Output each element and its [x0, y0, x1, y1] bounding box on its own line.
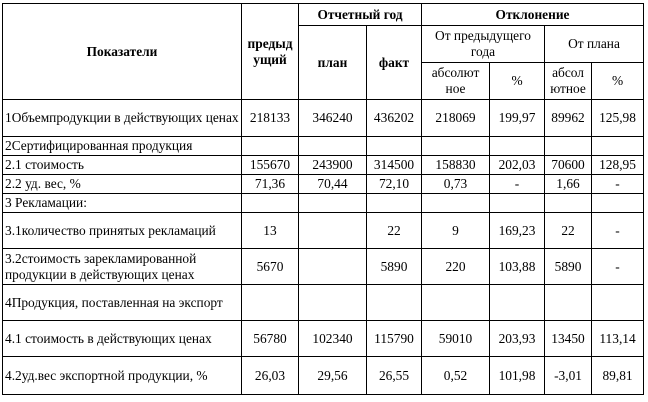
cell-absolute-plan: 89962 [545, 100, 592, 137]
cell-absolute-prev: 59010 [422, 321, 490, 357]
cell-absolute-prev: 0,73 [422, 175, 490, 194]
row-label: 4Продукция, поставленная на экспорт [3, 285, 242, 321]
cell-plan [299, 249, 367, 285]
cell-fact: 72,10 [367, 175, 422, 194]
row-label: 4.2уд.вес экспортной продукции, % [3, 357, 242, 395]
header-absolute-prev: абсолют ное [422, 63, 490, 100]
cell-percent-plan: - [592, 213, 644, 249]
header-indicators: Показатели [3, 4, 242, 100]
header-absolute-plan: абсол ютное [545, 63, 592, 100]
cell-previous: 56780 [242, 321, 299, 357]
cell-plan: 346240 [299, 100, 367, 137]
cell-previous: 26,03 [242, 357, 299, 395]
cell-plan: 102340 [299, 321, 367, 357]
cell-absolute-prev: 220 [422, 249, 490, 285]
header-row-1 [3, 4, 644, 26]
cell-percent-prev: 202,03 [490, 156, 545, 175]
table-row [3, 321, 644, 357]
cell-absolute-plan: 70600 [545, 156, 592, 175]
cell-absolute-prev: 0,52 [422, 357, 490, 395]
cell-percent-prev: 169,23 [490, 213, 545, 249]
header-plan: план [299, 26, 367, 100]
cell-absolute-plan: 5890 [545, 249, 592, 285]
table-row [3, 357, 644, 395]
cell-plan [299, 213, 367, 249]
header-percent-prev: % [490, 63, 545, 100]
table-row [3, 194, 644, 213]
row-label: 3 Рекламации: [3, 194, 242, 213]
cell-plan: 243900 [299, 156, 367, 175]
row-label: 4.1 стоимость в действующих ценах [3, 321, 242, 357]
header-previous: предыд ущий [242, 4, 299, 100]
table-row [3, 137, 644, 156]
cell-fact: 436202 [367, 100, 422, 137]
cell-percent-prev: 101,98 [490, 357, 545, 395]
cell-fact: 115790 [367, 321, 422, 357]
cell-previous: 218133 [242, 100, 299, 137]
cell-percent-plan: - [592, 175, 644, 194]
cell-percent-plan: 125,98 [592, 100, 644, 137]
cell-fact: 22 [367, 213, 422, 249]
cell-percent-prev: 199,97 [490, 100, 545, 137]
cell-percent-plan: 89,81 [592, 357, 644, 395]
table-row [3, 175, 644, 194]
row-label: 2.1 стоимость [3, 156, 242, 175]
row-label: 2.2 уд. вес, % [3, 175, 242, 194]
cell-previous: 5670 [242, 249, 299, 285]
cell-absolute-plan: -3,01 [545, 357, 592, 395]
header-deviation: Отклонение [422, 4, 644, 26]
header-fact: факт [367, 26, 422, 100]
cell-previous: 155670 [242, 156, 299, 175]
cell-percent-prev: 203,93 [490, 321, 545, 357]
cell-percent-plan: - [592, 249, 644, 285]
header-from-plan: От плана [545, 26, 644, 63]
cell-previous: 13 [242, 213, 299, 249]
cell-absolute-plan: 13450 [545, 321, 592, 357]
cell-percent-prev: - [490, 175, 545, 194]
cell-fact: 314500 [367, 156, 422, 175]
cell-absolute-plan: 22 [545, 213, 592, 249]
cell-absolute-prev: 218069 [422, 100, 490, 137]
table-row [3, 213, 644, 249]
indicators-table [2, 3, 644, 395]
table-row [3, 156, 644, 175]
cell-absolute-prev: 158830 [422, 156, 490, 175]
header-reporting-year: Отчетный год [299, 4, 422, 26]
cell-plan: 70,44 [299, 175, 367, 194]
cell-percent-prev: 103,88 [490, 249, 545, 285]
row-label: 2Сертифицированная продукция [3, 137, 242, 156]
row-label: 3.1количество принятых рекламаций [3, 213, 242, 249]
cell-percent-plan: 128,95 [592, 156, 644, 175]
cell-absolute-plan: 1,66 [545, 175, 592, 194]
table-row [3, 285, 644, 321]
cell-fact: 5890 [367, 249, 422, 285]
cell-plan: 29,56 [299, 357, 367, 395]
row-label: 3.2стоимость зарекламированной продукции в действующих ценах [3, 249, 242, 285]
cell-absolute-prev: 9 [422, 213, 490, 249]
row-label: 1Объемпродукции в действующих ценах [3, 100, 242, 137]
header-percent-plan: % [592, 63, 644, 100]
cell-previous: 71,36 [242, 175, 299, 194]
table-row [3, 100, 644, 137]
cell-fact: 26,55 [367, 357, 422, 395]
header-from-previous-year: От предыдущего года [422, 26, 545, 63]
table-row [3, 249, 644, 285]
cell-percent-plan: 113,14 [592, 321, 644, 357]
